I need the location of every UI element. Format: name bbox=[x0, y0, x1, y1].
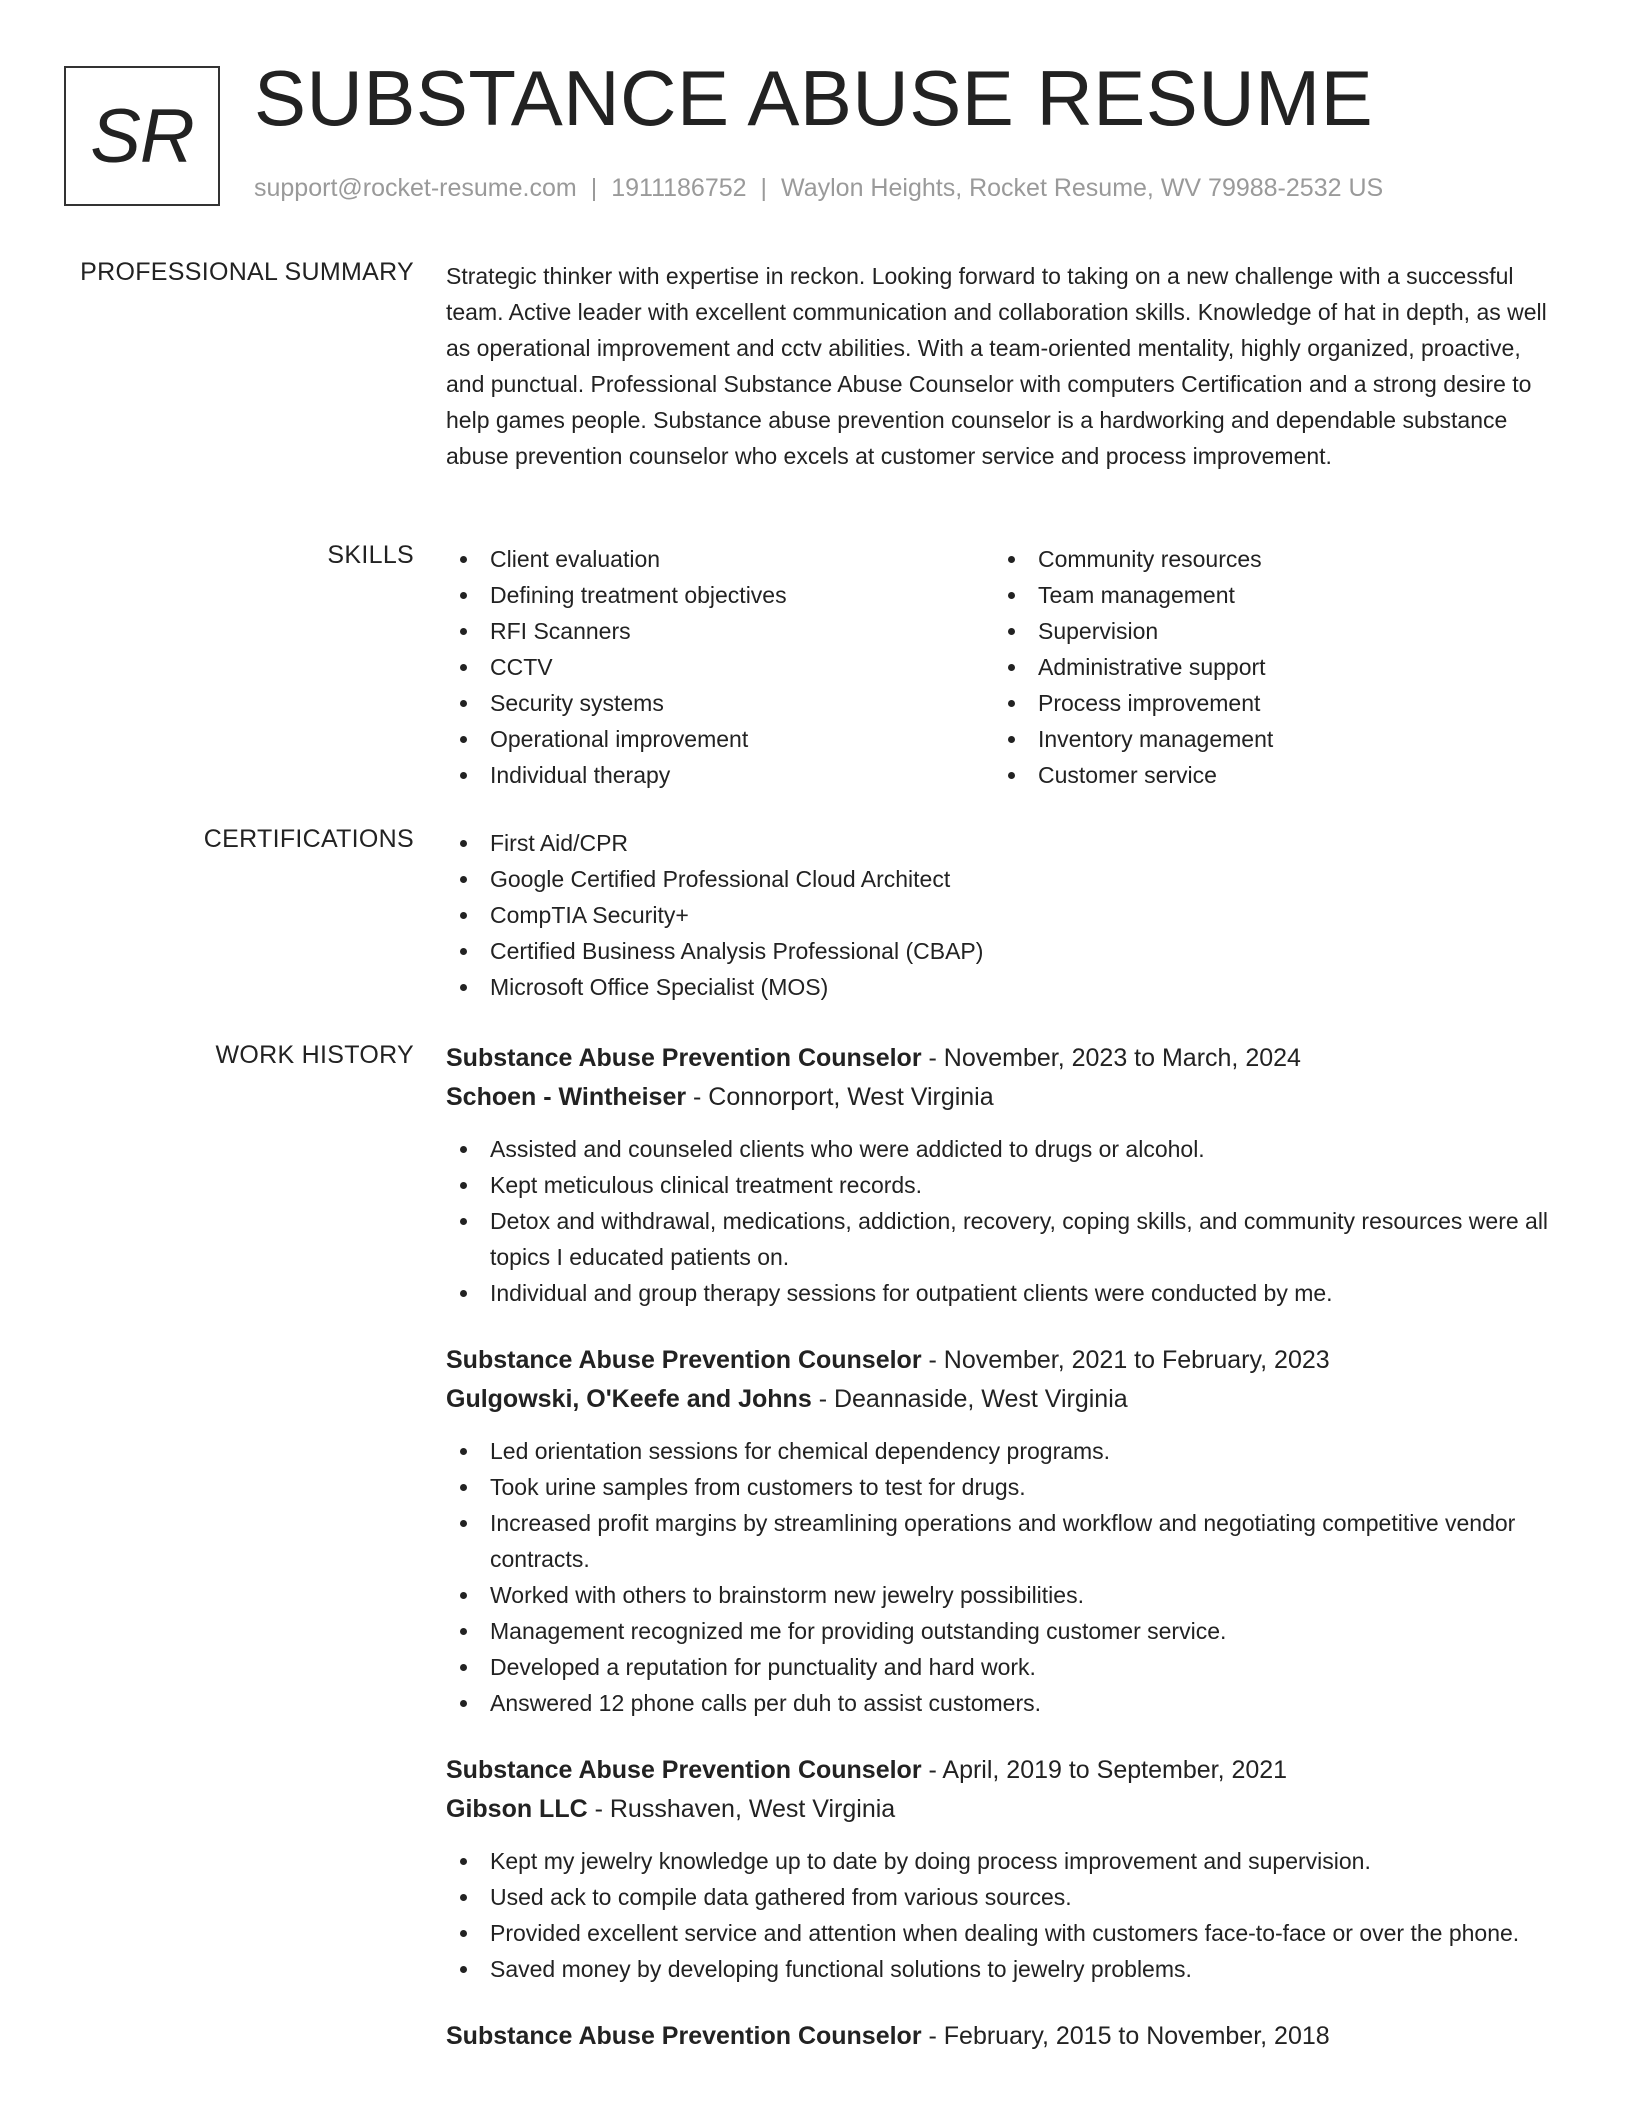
list-item: Microsoft Office Specialist (MOS) bbox=[446, 969, 1552, 1005]
list-item: Kept meticulous clinical treatment records. bbox=[446, 1167, 1552, 1203]
skills-list-left bbox=[446, 541, 994, 793]
job-title: Substance Abuse Prevention Counselor bbox=[446, 1346, 922, 1374]
list-item: Used ack to compile data gathered from various sources. bbox=[446, 1879, 1552, 1915]
list-item: Security systems bbox=[446, 685, 994, 721]
section-label-certifications: CERTIFICATIONS bbox=[203, 825, 414, 853]
job-location: - Connorport, West Virginia bbox=[686, 1083, 994, 1111]
job-dates: - November, 2021 to February, 2023 bbox=[921, 1346, 1330, 1374]
job-dates: - April, 2019 to September, 2021 bbox=[921, 1756, 1288, 1784]
summary-text: Strategic thinker with expertise in reckon. Looking forward to taking on a new challenge with a successful team. Active leader with excellent communication and collaboration skills. Knowledge of hat in depth, as well as operational improvement and cctv abilities. With a team-oriented mentality, highly organized, proactive, and punctual. Professional Substance Abuse Counselor with computers Certification and a strong desire to help games people. Substance abuse prevention counselor is a hardworking and dependable substance abuse prevention counselor who excels at customer service and process improvement. bbox=[446, 263, 1547, 469]
contact-email[interactable]: support@rocket-resume.com bbox=[254, 174, 577, 202]
list-item: Worked with others to brainstorm new jewelry possibilities. bbox=[446, 1577, 1552, 1613]
job-location: - Deannaside, West Virginia bbox=[811, 1385, 1128, 1413]
list-item: Individual therapy bbox=[446, 757, 994, 793]
job-company: Gulgowski, O'Keefe and Johns bbox=[446, 1385, 812, 1413]
list-item: Supervision bbox=[994, 613, 1542, 649]
contact-line bbox=[254, 174, 1383, 203]
job-entry bbox=[446, 1039, 1552, 1311]
job-company-line bbox=[446, 1380, 1552, 1419]
list-item: Defining treatment objectives bbox=[446, 577, 994, 613]
list-item: Increased profit margins by streamlining operations and workflow and negotiating competitive vendor contracts. bbox=[446, 1505, 1552, 1577]
list-item: Google Certified Professional Cloud Architect bbox=[446, 861, 1552, 897]
list-item: Community resources bbox=[994, 541, 1542, 577]
job-dates: - February, 2015 to November, 2018 bbox=[921, 2022, 1330, 2050]
job-company: Gibson LLC bbox=[446, 1795, 588, 1823]
list-item: Led orientation sessions for chemical dependency programs. bbox=[446, 1433, 1552, 1469]
skills-list-right bbox=[994, 541, 1542, 793]
job-title: Substance Abuse Prevention Counselor bbox=[446, 2022, 922, 2050]
list-item: Detox and withdrawal, medications, addiction, recovery, coping skills, and community resources were all topics I educated patients on. bbox=[446, 1203, 1552, 1275]
list-item: CCTV bbox=[446, 649, 994, 685]
section-label-summary: PROFESSIONAL SUMMARY bbox=[80, 258, 414, 286]
section-label-work-history: WORK HISTORY bbox=[215, 1041, 414, 1069]
list-item: Individual and group therapy sessions for outpatient clients were conducted by me. bbox=[446, 1275, 1552, 1311]
list-item: Answered 12 phone calls per duh to assist customers. bbox=[446, 1685, 1552, 1721]
list-item: Administrative support bbox=[994, 649, 1542, 685]
job-entry bbox=[446, 1751, 1552, 1987]
monogram-text: SR bbox=[90, 93, 194, 179]
list-item: Customer service bbox=[994, 757, 1542, 793]
job-company-line bbox=[446, 1078, 1552, 1117]
monogram-logo bbox=[64, 66, 220, 206]
list-item: CompTIA Security+ bbox=[446, 897, 1552, 933]
job-bullets bbox=[446, 1843, 1552, 1987]
list-item: Management recognized me for providing outstanding customer service. bbox=[446, 1613, 1552, 1649]
list-item: Saved money by developing functional solutions to jewelry problems. bbox=[446, 1951, 1552, 1987]
list-item: Client evaluation bbox=[446, 541, 994, 577]
list-item: Inventory management bbox=[994, 721, 1542, 757]
job-company: Schoen - Wintheiser bbox=[446, 1083, 687, 1111]
job-title-line bbox=[446, 1751, 1552, 1790]
job-entry bbox=[446, 2017, 1552, 2056]
list-item: Team management bbox=[994, 577, 1542, 613]
job-title: Substance Abuse Prevention Counselor bbox=[446, 1756, 922, 1784]
job-company-line bbox=[446, 1790, 1552, 1829]
list-item: Operational improvement bbox=[446, 721, 994, 757]
list-item: RFI Scanners bbox=[446, 613, 994, 649]
list-item: Developed a reputation for punctuality and hard work. bbox=[446, 1649, 1552, 1685]
list-item: Provided excellent service and attention when dealing with customers face-to-face or over the phone. bbox=[446, 1915, 1552, 1951]
job-title-line bbox=[446, 2017, 1552, 2056]
job-bullets bbox=[446, 1131, 1552, 1311]
job-entry bbox=[446, 1341, 1552, 1721]
list-item: Took urine samples from customers to test for drugs. bbox=[446, 1469, 1552, 1505]
contact-separator: | bbox=[760, 174, 768, 202]
list-item: First Aid/CPR bbox=[446, 825, 1552, 861]
job-location: - Russhaven, West Virginia bbox=[587, 1795, 896, 1823]
list-item: Kept my jewelry knowledge up to date by doing process improvement and supervision. bbox=[446, 1843, 1552, 1879]
contact-separator: | bbox=[590, 174, 598, 202]
job-title-line bbox=[446, 1039, 1552, 1078]
section-label-skills: SKILLS bbox=[327, 541, 414, 569]
job-bullets bbox=[446, 1433, 1552, 1721]
list-item: Assisted and counseled clients who were addicted to drugs or alcohol. bbox=[446, 1131, 1552, 1167]
job-dates: - November, 2023 to March, 2024 bbox=[921, 1044, 1301, 1072]
list-item: Process improvement bbox=[994, 685, 1542, 721]
contact-phone[interactable]: 1911186752 bbox=[611, 174, 747, 202]
page-title: SUBSTANCE ABUSE RESUME bbox=[254, 54, 1374, 142]
list-item: Certified Business Analysis Professional (CBAP) bbox=[446, 933, 1552, 969]
job-title-line bbox=[446, 1341, 1552, 1380]
certifications-list bbox=[446, 825, 1552, 1005]
job-title: Substance Abuse Prevention Counselor bbox=[446, 1044, 922, 1072]
contact-address: Waylon Heights, Rocket Resume, WV 79988-2532 US bbox=[781, 174, 1384, 202]
